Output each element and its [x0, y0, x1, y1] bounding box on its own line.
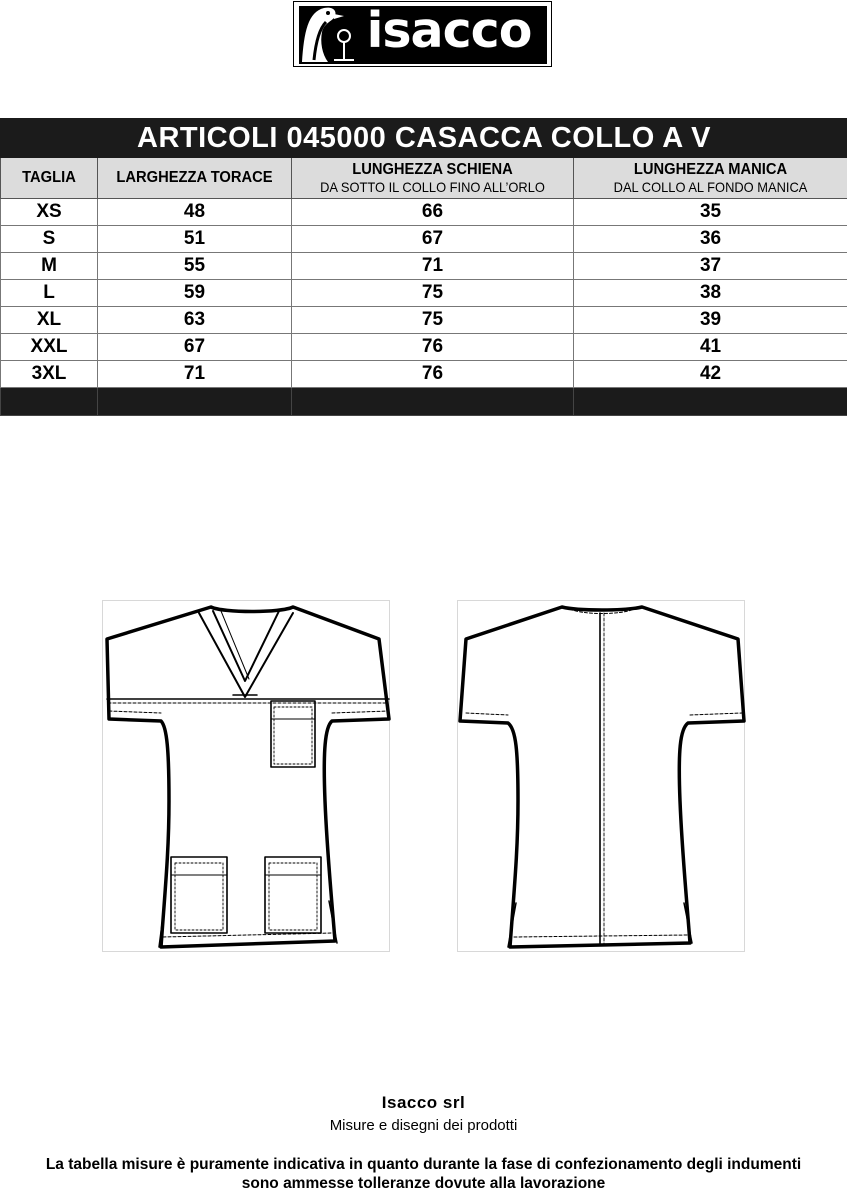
table-title: ARTICOLI 045000 CASACCA COLLO A V — [1, 119, 847, 158]
header-larghezza-torace: LARGHEZZA TORACE — [98, 158, 292, 199]
logo-text: isacco — [366, 2, 532, 59]
disclaimer — [0, 1155, 847, 1193]
cell-sleeve-length: 35 — [574, 199, 847, 226]
cell-back-length: 71 — [292, 253, 574, 280]
cell-chest: 71 — [98, 361, 292, 388]
table-row — [1, 253, 847, 280]
table-row — [1, 280, 847, 307]
cell-back-length: 76 — [292, 361, 574, 388]
table-row — [1, 226, 847, 253]
cell-sleeve-length: 36 — [574, 226, 847, 253]
header-lunghezza-manica: LUNGHEZZA MANICA DAL COLLO AL FONDO MANICA — [574, 158, 847, 199]
disclaimer-line: sono ammesse tolleranze dovute alla lavorazione — [241, 1175, 606, 1192]
cell-size: S — [1, 226, 98, 253]
cell-chest: 59 — [98, 280, 292, 307]
header-lunghezza-manica-note: DAL COLLO AL FONDO MANICA — [613, 179, 808, 195]
cell-size: 3XL — [1, 361, 98, 388]
disclaimer-line: La tabella misure è puramente indicativa in quanto durante la fase di confezionamento degli indumenti — [45, 1156, 802, 1173]
table-row — [1, 199, 847, 226]
cell-chest: 51 — [98, 226, 292, 253]
header-taglia: TAGLIA — [1, 158, 98, 199]
company-tagline: Misure e disegni dei prodotti — [329, 1117, 518, 1134]
cell-size: XS — [1, 199, 98, 226]
table-row — [1, 361, 847, 388]
cell-size: XL — [1, 307, 98, 334]
header-lunghezza-schiena-note: DA SOTTO IL COLLO FINO ALL’ORLO — [320, 179, 545, 195]
cell-size: L — [1, 280, 98, 307]
cell-back-length: 75 — [292, 280, 574, 307]
garment-back-drawing — [457, 600, 745, 952]
garment-front-drawing — [102, 600, 390, 952]
cell-sleeve-length: 38 — [574, 280, 847, 307]
cell-back-length: 66 — [292, 199, 574, 226]
cell-size: M — [1, 253, 98, 280]
cell-sleeve-length: 42 — [574, 361, 847, 388]
header-lunghezza-schiena: LUNGHEZZA SCHIENA DA SOTTO IL COLLO FINO ALL’ORLO — [292, 158, 574, 199]
cell-chest: 63 — [98, 307, 292, 334]
cell-sleeve-length: 39 — [574, 307, 847, 334]
cell-back-length: 67 — [292, 226, 574, 253]
cell-sleeve-length: 41 — [574, 334, 847, 361]
cell-back-length: 75 — [292, 307, 574, 334]
cell-chest: 48 — [98, 199, 292, 226]
table-footer-bar — [1, 388, 847, 416]
size-table — [0, 118, 847, 416]
cell-chest: 55 — [98, 253, 292, 280]
isacco-logo — [293, 1, 552, 67]
cell-size: XXL — [1, 334, 98, 361]
table-row — [1, 307, 847, 334]
cell-sleeve-length: 37 — [574, 253, 847, 280]
company-name: Isacco srl — [381, 1093, 466, 1112]
cell-chest: 67 — [98, 334, 292, 361]
cell-back-length: 76 — [292, 334, 574, 361]
table-row — [1, 334, 847, 361]
